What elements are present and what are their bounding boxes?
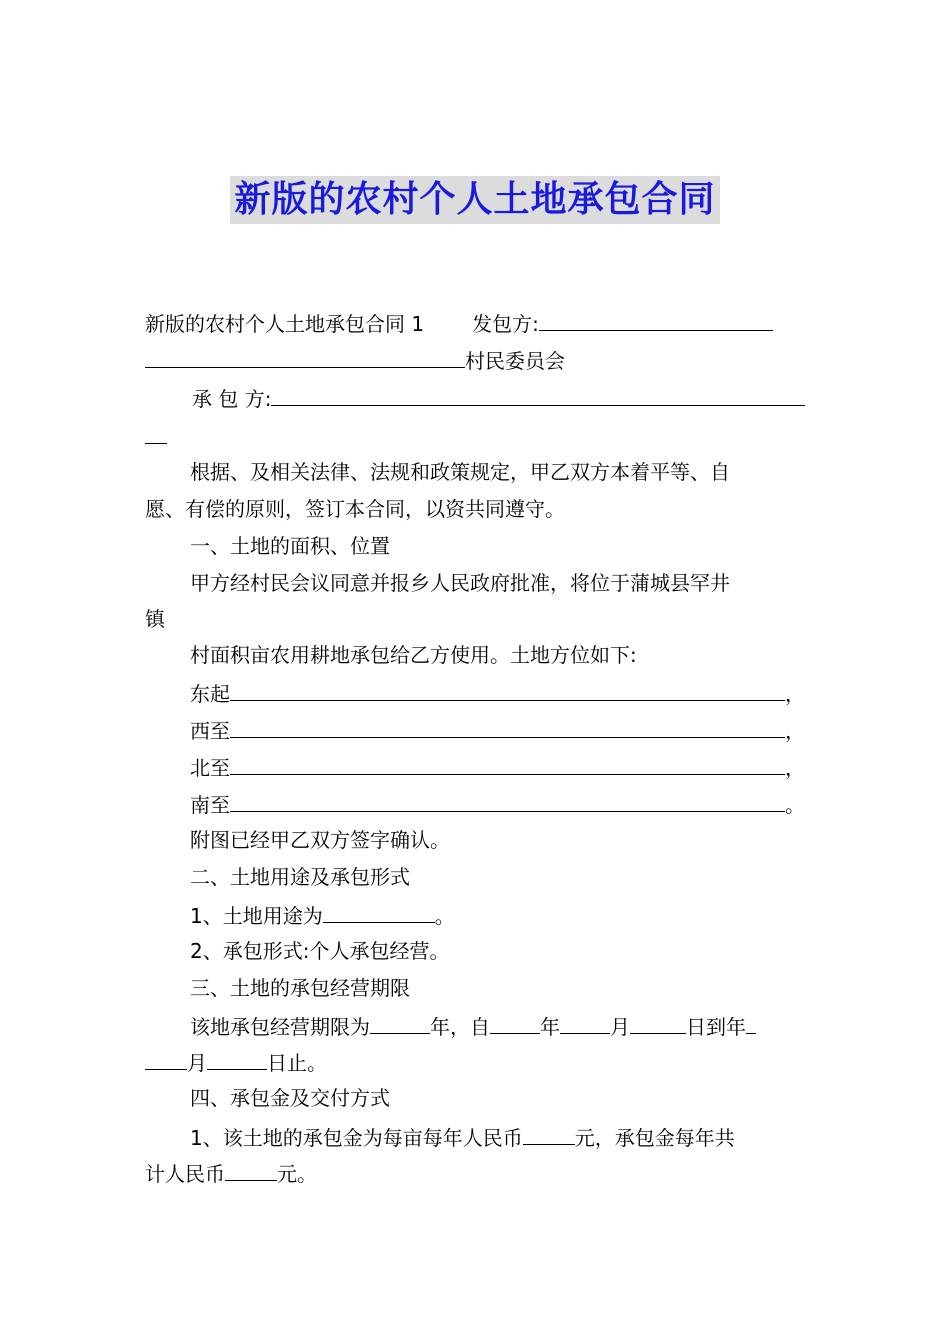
west-comma: ， bbox=[785, 719, 805, 743]
intro-line-2: 愿、有偿的原则，签订本合同，以资共同遵守。 bbox=[145, 497, 565, 521]
title-container bbox=[0, 176, 950, 224]
party-a-label: 发包方: bbox=[472, 312, 539, 336]
party-b-blank bbox=[271, 383, 805, 406]
end-month-blank bbox=[145, 1047, 187, 1070]
start-year-blank bbox=[490, 1011, 540, 1034]
north-blank bbox=[230, 752, 785, 775]
term-line-1 bbox=[190, 1011, 756, 1041]
header-text: 新版的农村个人土地承包合同 1 bbox=[145, 312, 425, 336]
document-title: 新版的农村个人土地承包合同 bbox=[230, 176, 719, 224]
start-month-blank bbox=[560, 1011, 610, 1034]
section-2-item-1 bbox=[190, 900, 455, 930]
west-label: 西至 bbox=[190, 719, 230, 743]
payment-line-1 bbox=[190, 1122, 735, 1152]
land-use-period: 。 bbox=[434, 904, 455, 928]
south-label: 南至 bbox=[190, 793, 230, 817]
boundary-south bbox=[190, 789, 805, 819]
party-b-blank-2 bbox=[145, 421, 167, 444]
south-period: 。 bbox=[785, 793, 805, 817]
north-label: 北至 bbox=[190, 756, 230, 780]
south-blank bbox=[230, 789, 785, 812]
section-2-item-2: 2、承包形式:个人承包经营。 bbox=[190, 939, 450, 963]
term-year-from: 年，自 bbox=[430, 1015, 490, 1039]
end-month-text: 月 bbox=[187, 1051, 207, 1075]
section-4-heading: 四、承包金及交付方式 bbox=[190, 1086, 390, 1110]
section-1-para-2: 村面积亩农用耕地承包给乙方使用。土地方位如下: bbox=[190, 643, 637, 667]
party-b-label: 承 包 方: bbox=[192, 387, 272, 411]
attached-note: 附图已经甲乙双方签字确认。 bbox=[190, 828, 450, 852]
header-line bbox=[145, 308, 773, 338]
total-blank bbox=[225, 1158, 277, 1181]
section-3-heading: 三、土地的承包经营期限 bbox=[190, 976, 410, 1000]
total-suffix: 元。 bbox=[277, 1162, 317, 1186]
start-year-text: 年 bbox=[540, 1015, 560, 1039]
payment-label: 1、该土地的承包金为每亩每年人民币 bbox=[190, 1126, 523, 1150]
party-a-blank bbox=[539, 308, 773, 331]
party-a-suffix: 村民委员会 bbox=[465, 349, 565, 373]
start-day-blank bbox=[630, 1011, 686, 1034]
east-blank bbox=[230, 678, 785, 701]
east-label: 东起 bbox=[190, 682, 230, 706]
section-1-para-1a: 甲方经村民会议同意并报乡人民政府批准，将位于蒲城县罕井 bbox=[190, 571, 730, 595]
end-year-blank bbox=[746, 1011, 756, 1034]
boundary-north bbox=[190, 752, 805, 782]
intro-line-1: 根据、及相关法律、法规和政策规定，甲乙双方本着平等、自 bbox=[190, 460, 730, 484]
end-text: 日止。 bbox=[267, 1051, 327, 1075]
party-a-blank-2 bbox=[145, 345, 465, 368]
day-to-year-text: 日到年 bbox=[686, 1015, 746, 1039]
west-blank bbox=[230, 715, 785, 738]
end-day-blank bbox=[207, 1047, 267, 1070]
term-label: 该地承包经营期限为 bbox=[190, 1015, 370, 1039]
total-label: 计人民币 bbox=[145, 1162, 225, 1186]
section-1-heading: 一、土地的面积、位置 bbox=[190, 534, 390, 558]
boundary-west bbox=[190, 715, 805, 745]
section-2-heading: 二、土地用途及承包形式 bbox=[190, 865, 410, 889]
north-comma: ， bbox=[785, 756, 805, 780]
land-use-label: 1、土地用途为 bbox=[190, 904, 323, 928]
party-b-line bbox=[192, 383, 805, 413]
boundary-east bbox=[190, 678, 805, 708]
payment-label-2: 元，承包金每年共 bbox=[574, 1126, 735, 1150]
party-b-line-2 bbox=[145, 421, 167, 451]
east-comma: ， bbox=[785, 682, 805, 706]
term-years-blank bbox=[370, 1011, 430, 1034]
start-month-text: 月 bbox=[610, 1015, 630, 1039]
section-1-para-1b: 镇 bbox=[145, 607, 165, 631]
payment-line-2 bbox=[145, 1158, 317, 1188]
party-a-line bbox=[145, 345, 565, 375]
term-line-2 bbox=[145, 1047, 327, 1077]
land-use-blank bbox=[323, 900, 435, 923]
rate-blank bbox=[523, 1122, 575, 1145]
